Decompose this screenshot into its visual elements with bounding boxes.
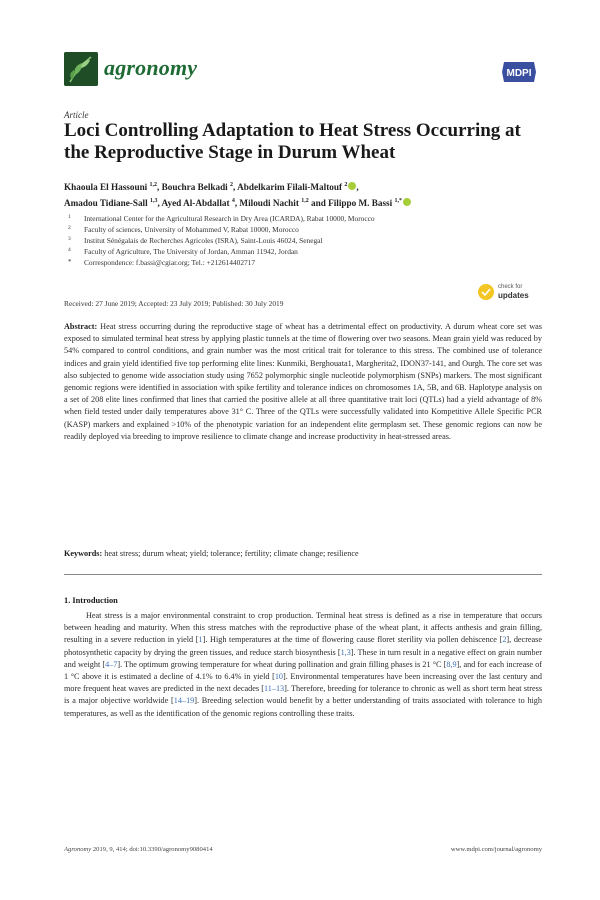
citation-link[interactable]: 1 <box>198 635 203 645</box>
author-affiliation-sup: 4 <box>231 198 235 205</box>
introduction-text: ]. High temperatures at the time of flowering cause floret sterility via pollen dehiscence [ <box>202 635 503 645</box>
correspondence-item <box>64 257 504 268</box>
author-affiliation-sup: 2 <box>230 182 234 188</box>
orcid-icon[interactable] <box>403 198 411 206</box>
author-affiliation-sup: 1,2 <box>301 198 309 205</box>
abstract-text: Heat stress occurring during the reproductive stage of wheat has a detrimental effect on productivity. A durum wheat core set was exposed to simulated terminal heat stress by applying plastic tunnels at the time of flowering over two seasons. Mean grain yield was reduced by 54% compared to control conditions, and grain number was the most critical trait for tolerance to this stress. The combined use of tolerance indices and grain yield identified five top performing elite lines: Kunmiki, Berghouata1, Margherita2, IDON37-141, and Ourgh. The core set was also subjected to genome wide association study using 7652 polymorphic single nucleotide polymorphism (SNPs) markers. The most significant genomic regions were identified in association with spike fertility and tolerance indices on chromosomes 1A, 5B, and 6B. Haplotype analysis on a set of 208 elite lines confirmed that lines that carried the positive allele at all three quantitative trait loci (QTLs) had a yield advantage of 8% when field tested under daily temperatures above 31° C. Three of the QTLs were successfully validated into Kompetitive Allele Specific PCR (KASP) markers and explained >10% of the phenotypic variation for an independent elite germplasm set. These genomic regions can now be readily deployed via breeding to improve resilience to climate change and increase productivity in heat-stressed areas. <box>64 322 542 441</box>
article-type: Article <box>64 110 89 120</box>
citation-link[interactable]: 2 <box>502 635 507 645</box>
keywords-text: heat stress; durum wheat; yield; tolerance; fertility; climate change; resilience <box>104 549 359 558</box>
author: Amadou Tidiane-Sall $^{1,3}$, <box>64 198 162 209</box>
author-name: Filippo M. Bassi <box>328 198 393 209</box>
journal-header <box>64 52 544 92</box>
publication-dates: Received: 27 June 2019; Accepted: 23 July 2019; Published: 30 July 2019 <box>64 299 284 308</box>
citation-link[interactable]: 10 <box>274 672 283 682</box>
citation-link[interactable]: 1,3 <box>340 647 351 657</box>
affiliations <box>64 213 504 268</box>
agronomy-logo-icon <box>64 52 98 86</box>
author-name: Miloudi Nachit <box>239 198 299 209</box>
author <box>239 198 311 208</box>
author-name: Bouchra Belkadi <box>161 182 228 193</box>
author-affiliation-sup: 1,* <box>394 198 402 205</box>
abstract-label: Abstract: <box>64 322 98 331</box>
author: Abdelkarim Filali-Maltouf $^2$ , <box>237 182 359 193</box>
affiliation-number: 2 <box>68 225 71 231</box>
author: Bouchra Belkadi $^2$, <box>161 182 238 193</box>
affiliation-number: 3 <box>68 236 71 242</box>
check-updates-line1: check for <box>498 284 523 290</box>
introduction-text: ]. Therefore, breeding for tolerance to chronic as well as short term heat stress is a major objective worldwide [ <box>64 684 542 706</box>
affiliation-text: International Center for the Agricultural Research in Dry Area (ICARDA), Rabat 10000, Morocco <box>84 214 375 223</box>
affiliation-text: Institut Sénégalais de Recherches Agricoles (ISRA), Saint-Louis 46024, Senegal <box>84 236 323 245</box>
article-title: Loci Controlling Adaptation to Heat Stress Occurring at the Reproductive Stage in Durum Wheat <box>64 120 521 163</box>
keywords-label: Keywords: <box>64 549 103 558</box>
introduction-text: Heat stress is a major environmental constraint to crop production. Terminal heat stress is defined as a rise in temperature that occurs between heading and maturity. When this stress matches with the reproductive phase of the wheat plant, it affects anthesis and grain filling, resulting in a severe reduction in yield [ <box>64 611 542 645</box>
citation-link[interactable]: 14–19 <box>173 696 195 706</box>
keywords <box>64 548 542 560</box>
mdpi-logo-icon <box>500 60 538 84</box>
citation-link[interactable]: 4–7 <box>105 659 118 669</box>
author-name: Ayed Al-Abdallat <box>161 198 230 209</box>
affiliation-number: 4 <box>68 247 71 253</box>
introduction-paragraph <box>64 610 542 720</box>
introduction-text: ]. The optimum growing temperature for wheat during pollination and grain filling phases is 21 °C [ <box>117 659 447 669</box>
affiliation-item <box>64 213 504 224</box>
mdpi-logo-text: MDPI <box>506 68 532 79</box>
author: Ayed Al-Abdallat $^4$, <box>161 198 240 209</box>
citation-link[interactable]: 11–13 <box>263 684 285 694</box>
introduction-text: ], decrease photosynthetic capacity by drying the green tissues, and reduce starch biosynthesis [ <box>64 635 543 657</box>
check-for-updates-button[interactable] <box>478 281 550 307</box>
author-name: Khaoula El Hassouni <box>64 182 148 193</box>
footer-citation <box>64 846 213 853</box>
introduction-text: ], and for each increase of 1 °C above it is estimated a decline of 4.1% to 6.4% in yield [ <box>64 659 542 682</box>
affiliation-text: Faculty of sciences, University of Mohammed V, Rabat 10000, Morocco <box>84 225 299 234</box>
orcid-icon[interactable] <box>348 182 356 190</box>
author-list <box>64 178 544 210</box>
correspondence-text[interactable]: Correspondence: f.bassi@cgiar.org; Tel.: +212614402717 <box>84 258 256 267</box>
abstract <box>64 321 542 443</box>
check-updates-line2: updates <box>498 291 529 300</box>
citation-link[interactable]: 8,9 <box>446 659 457 669</box>
author: Khaoula El Hassouni $^{1,2}$, <box>64 182 162 193</box>
footer-journal: Agronomy <box>64 846 92 853</box>
section-divider <box>64 574 542 575</box>
introduction-text: ]. Breeding selection would benefit by a better understanding of traits associated with tolerance to high temperatures, as well as the identification of the genomic regions controlling these traits. <box>64 696 542 718</box>
affiliation-item <box>64 235 504 246</box>
author-name: Abdelkarim Filali-Maltouf <box>237 182 343 193</box>
check-updates-icon <box>478 284 494 300</box>
author-conjunction: and <box>310 198 326 209</box>
author-affiliation-sup: 2 <box>344 182 348 188</box>
introduction-text: ]. Environmental temperatures have been increasing over the last century and more frequent heat waves are predicted in the next decades [ <box>64 672 542 694</box>
author <box>328 198 411 208</box>
affiliation-item <box>64 246 504 257</box>
affiliation-text: Faculty of Agriculture, The University of Jordan, Amman 11942, Jordan <box>84 247 298 256</box>
author-affiliation-sup: 1,3 <box>149 198 158 205</box>
section-heading-introduction: 1. Introduction <box>64 596 118 605</box>
author-name: Amadou Tidiane-Sall <box>64 198 148 209</box>
correspondence-marker: * <box>68 258 72 266</box>
affiliation-number: 1 <box>68 214 71 220</box>
footer-citation-rest: 2019, 9, 414; doi:10.3390/agronomy9080414 <box>91 846 213 853</box>
introduction-text: ]. These in turn result in a negative effect on grain number and weight [ <box>64 647 542 669</box>
footer-journal-url[interactable]: www.mdpi.com/journal/agronomy <box>450 846 542 853</box>
affiliation-item <box>64 224 504 235</box>
journal-name: agronomy <box>104 55 198 80</box>
author-affiliation-sup: 1,2 <box>149 182 158 188</box>
